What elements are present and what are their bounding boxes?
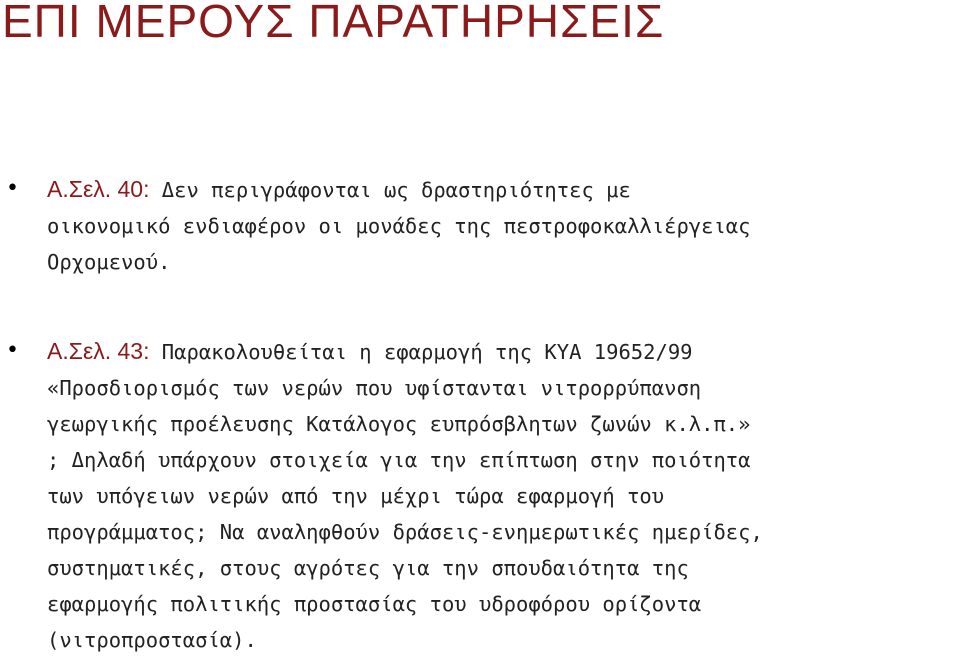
- bullet-line-text: Παρακολουθείται η εφαρμογή της ΚΥΑ 19652/99: [149, 340, 693, 364]
- bullet-dot-icon: •: [6, 176, 19, 201]
- bullet-line: οικονομικό ενδιαφέρον οι μονάδες της πεστροφοκαλλιέργειας: [47, 214, 751, 238]
- bullet-text: [47, 171, 959, 280]
- bullet-line: εφαρμογής πολιτικής προστασίας του υδροφόρου ορίζοντα: [47, 592, 702, 616]
- bullet-line: συστηματικές, στους αγρότες για την σπουδαιότητα της: [47, 556, 689, 580]
- bullet-line: [47, 333, 959, 370]
- bullet-line-text: Δεν περιγράφονται ως δραστηριότητες με: [149, 178, 631, 202]
- page-reference: Α.Σελ. 40:: [47, 176, 150, 202]
- bullet-line: Ορχομενού.: [47, 250, 171, 274]
- bullet-dot-icon: •: [6, 338, 19, 363]
- bullet-line: γεωργικής προέλευσης Κατάλογος ευπρόσβλητων ζωνών κ.λ.π.»: [47, 412, 751, 436]
- bullet-line: [47, 171, 959, 208]
- bullet-line: «Προσδιορισμός των νερών που υφίστανται νιτρορρύπανση: [47, 376, 702, 400]
- bullet-line: προγράμματος; Να αναληφθούν δράσεις-ενημερωτικές ημερίδες,: [47, 520, 763, 544]
- bullet-line: (νιτροπροστασία).: [47, 628, 257, 652]
- page-reference: Α.Σελ. 43:: [47, 338, 150, 364]
- bullet-line: ; Δηλαδή υπάρχουν στοιχεία για την επίπτωση στην ποιότητα: [47, 448, 751, 472]
- bullet-text: [47, 333, 959, 656]
- slide-title: ΕΠΙ ΜΕΡΟΥΣ ΠΑΡΑΤΗΡΗΣΕΙΣ: [2, 0, 665, 47]
- bullet-line: των υπόγειων νερών από την μέχρι τώρα εφαρμογή του: [47, 484, 665, 508]
